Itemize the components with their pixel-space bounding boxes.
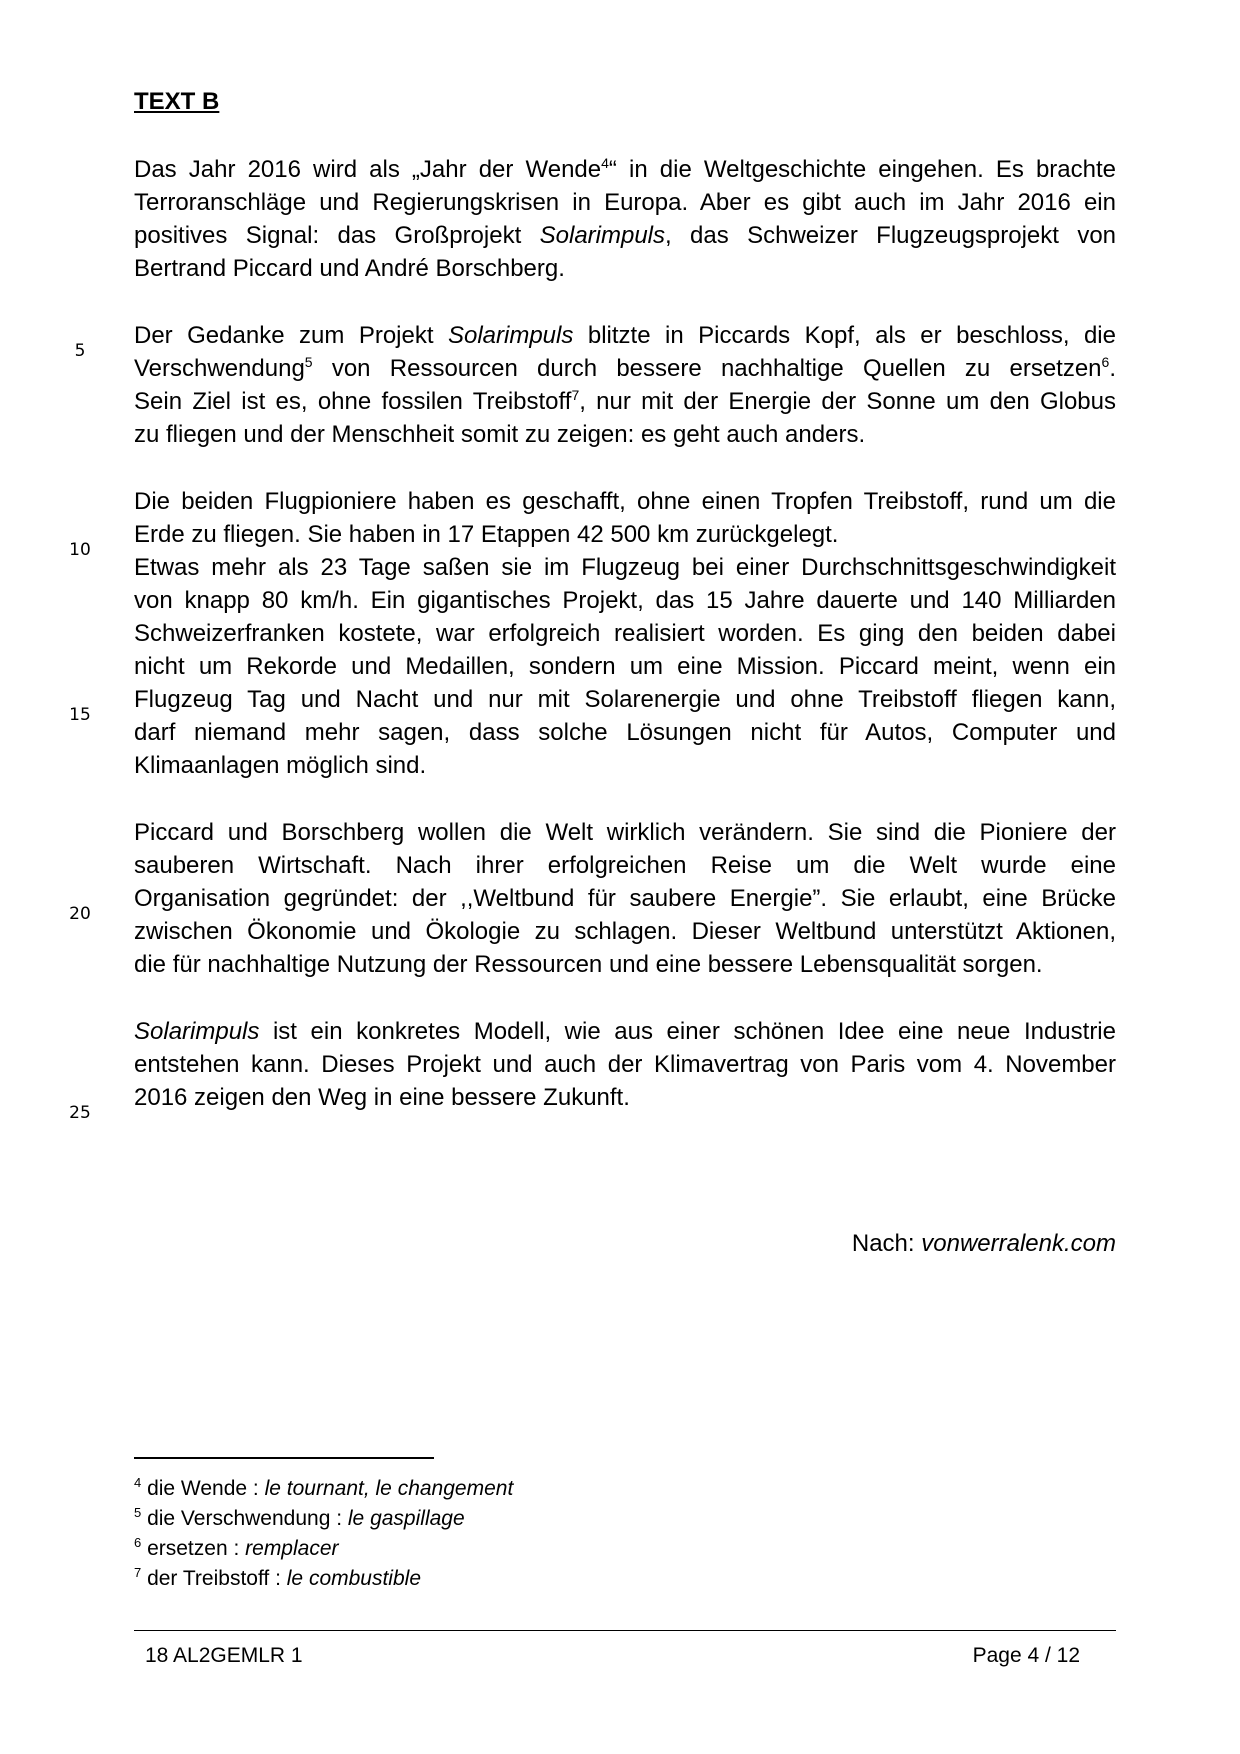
line-number: 5: [74, 341, 86, 361]
footnote: $^4$ die Wende : le tournant, le changement: [134, 1475, 514, 1500]
section-heading: TEXT B: [134, 88, 220, 115]
footnote-ref: 7: [571, 387, 580, 403]
text-line: Klimaanlagen möglich sind.: [134, 752, 427, 779]
text-line: Piccard und Borschberg wollen die Welt wirklich verändern. Sie sind die Pioniere der: [134, 819, 1116, 846]
footnote: $^5$ die Verschwendung : le gaspillage: [134, 1505, 465, 1530]
line-number: 25: [69, 1103, 91, 1123]
text-line: Organisation gegründet: der ,,Weltbund für saubere Energie”. Sie erlaubt, eine Brücke: [134, 885, 1116, 912]
text-line: Terroranschläge und Regierungskrisen in Europa. Aber es gibt auch im Jahr 2016 ein: [134, 189, 1116, 216]
line-number: 20: [69, 904, 91, 924]
text-line: Flugzeug Tag und Nacht und nur mit Solarenergie und ohne Treibstoff fliegen kann,: [134, 686, 1116, 713]
text-line: Verschwendung$^5$ von Ressourcen durch bessere nachhaltige Quellen zu ersetzen$^6$.: [134, 354, 1116, 382]
footnote-ref: 5: [304, 354, 313, 370]
footnote: $^7$ der Treibstoff : le combustible: [134, 1565, 421, 1590]
text-line: Die beiden Flugpioniere haben es geschafft, ohne einen Tropfen Treibstoff, rund um die: [134, 488, 1116, 515]
text-line: sauberen Wirtschaft. Nach ihrer erfolgreichen Reise um die Welt wurde eine: [134, 852, 1116, 879]
footnote: $^6$ ersetzen : remplacer: [134, 1535, 339, 1560]
document-code: 18 AL2GEMLR 1: [145, 1644, 303, 1667]
footnote-ref: 4: [601, 155, 609, 171]
text-line: von knapp 80 km/h. Ein gigantisches Projekt, das 15 Jahre dauerte und 140 Milliarden: [134, 587, 1116, 614]
text-line: Das Jahr 2016 wird als „Jahr der Wende$^4$“ in die Weltgeschichte eingehen. Es brachte: [134, 155, 1116, 183]
line-number: 10: [69, 540, 91, 560]
footnote-separator: [134, 1457, 434, 1459]
text-line: die für nachhaltige Nutzung der Ressourcen und eine bessere Lebensqualität sorgen.: [134, 951, 1043, 978]
text-line: Schweizerfranken kostete, war erfolgreich realisiert worden. Es ging den beiden dabei: [134, 620, 1116, 647]
text-line: 2016 zeigen den Weg in eine bessere Zukunft.: [134, 1084, 630, 1111]
text-line: zwischen Ökonomie und Ökologie zu schlagen. Dieser Weltbund unterstützt Aktionen,: [134, 918, 1116, 945]
text-line: Solarimpuls ist ein konkretes Modell, wie aus einer schönen Idee eine neue Industrie: [134, 1018, 1116, 1045]
footnote-ref: 6: [1101, 354, 1110, 370]
text-line: Sein Ziel ist es, ohne fossilen Treibstoff$^7$, nur mit der Energie der Sonne um den Globus: [134, 387, 1116, 415]
text-line: darf niemand mehr sagen, dass solche Lösungen nicht für Autos, Computer und: [134, 719, 1116, 746]
source-citation: Nach: vonwerralenk.com: [851, 1230, 1116, 1257]
text-line: Erde zu fliegen. Sie haben in 17 Etappen 42 500 km zurückgelegt.: [134, 521, 839, 548]
text-line: zu fliegen und der Menschheit somit zu zeigen: es geht auch anders.: [134, 421, 866, 448]
text-line: Der Gedanke zum Projekt Solarimpuls blitzte in Piccards Kopf, als er beschloss, die: [134, 322, 1116, 349]
footer-separator: [134, 1630, 1116, 1631]
line-number: 15: [69, 705, 91, 725]
text-line: nicht um Rekorde und Medaillen, sondern um eine Mission. Piccard meint, wenn ein: [134, 653, 1116, 680]
text-line: positives Signal: das Großprojekt Solarimpuls, das Schweizer Flugzeugsprojekt von: [134, 222, 1117, 249]
text-line: Etwas mehr als 23 Tage saßen sie im Flugzeug bei einer Durchschnittsgeschwindigkeit: [134, 554, 1116, 581]
text-line: entstehen kann. Dieses Projekt und auch der Klimavertrag von Paris vom 4. November: [134, 1051, 1116, 1078]
page-number: Page 4 / 12: [972, 1644, 1080, 1667]
text-line: Bertrand Piccard und André Borschberg.: [134, 255, 565, 282]
